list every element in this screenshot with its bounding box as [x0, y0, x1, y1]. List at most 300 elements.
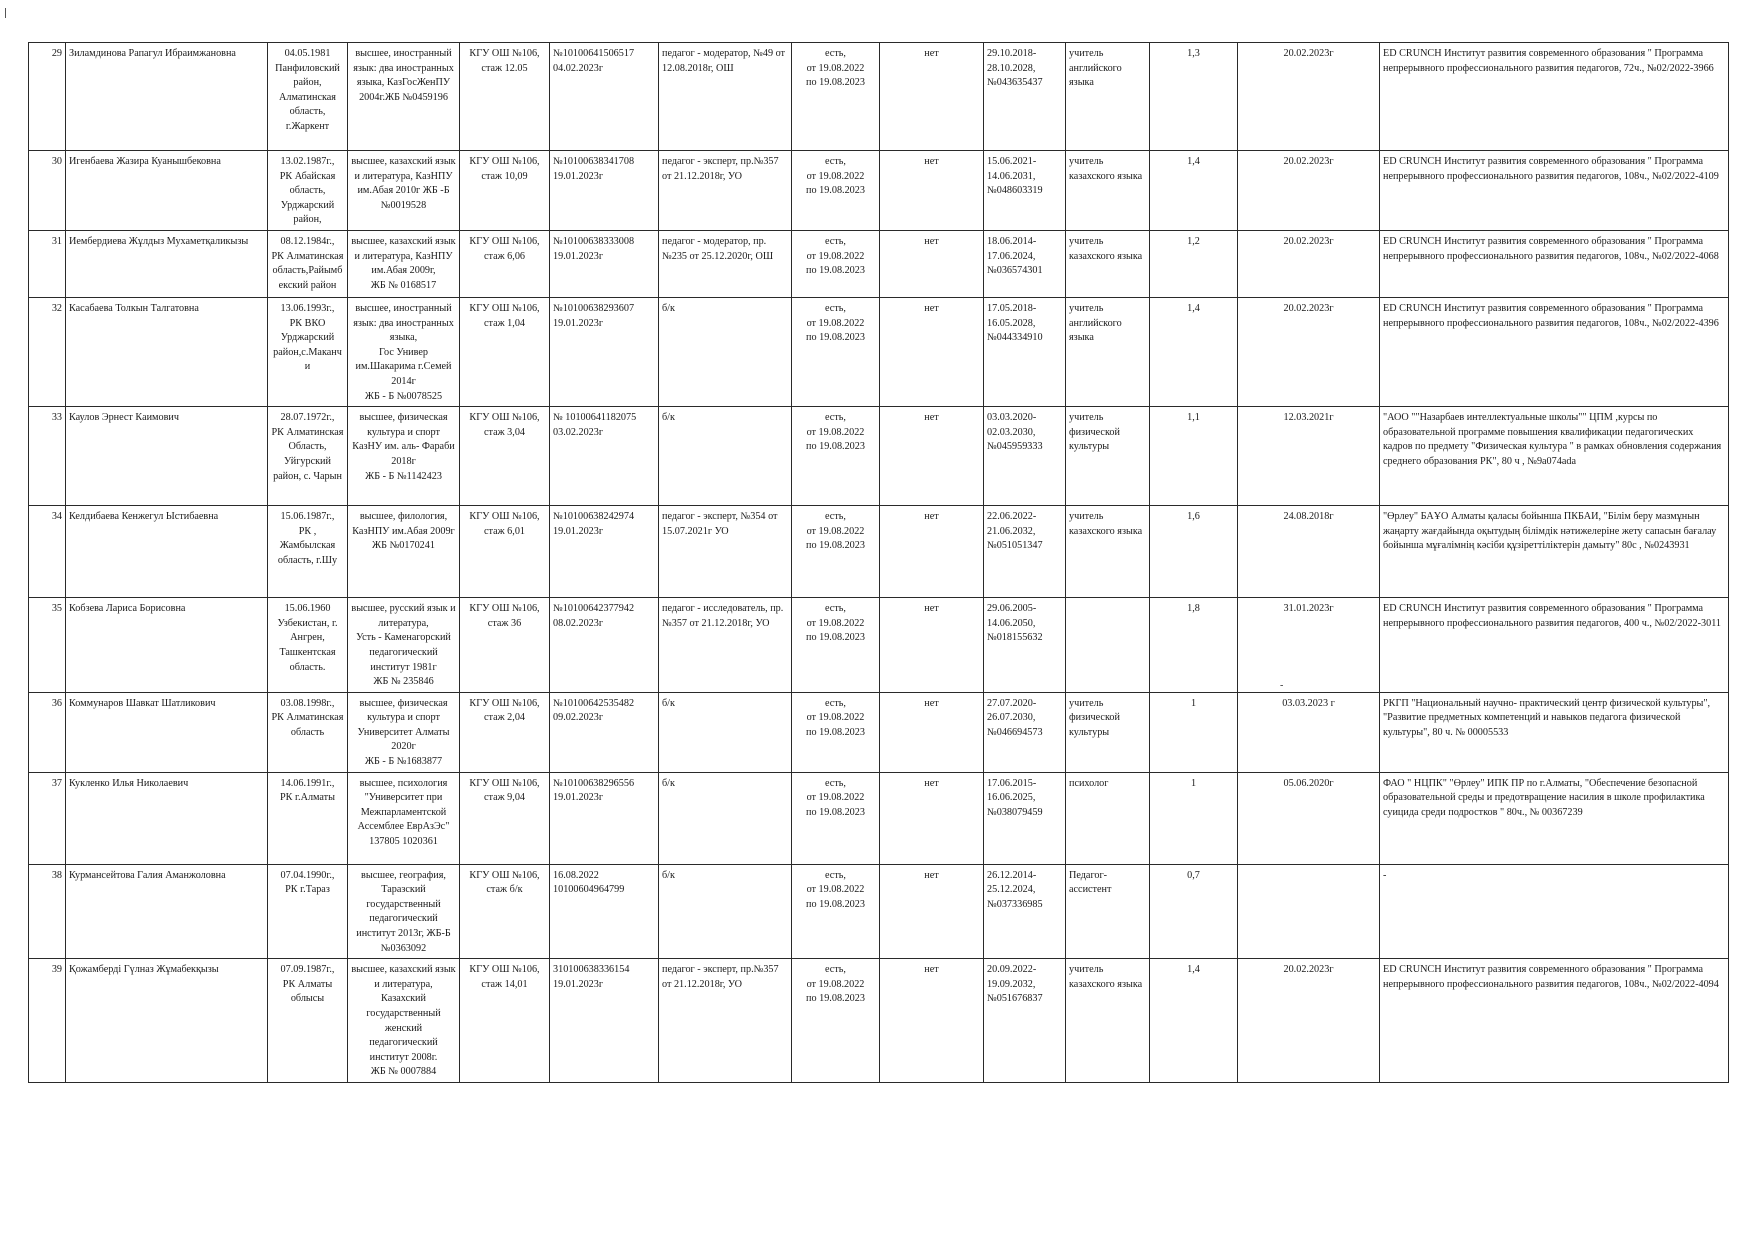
certificate-number-cell — [550, 297, 659, 406]
qualification-category-cell — [659, 43, 792, 151]
position-title-cell — [1066, 230, 1150, 297]
birth-info-cell — [268, 407, 348, 506]
certificate-number-cell — [550, 230, 659, 297]
attestation-period: 27.07.2020-26.07.2030, №046694573 — [987, 697, 1043, 738]
workload-rate-cell — [1150, 959, 1238, 1083]
secondary-flag: нет — [924, 302, 939, 314]
certificate-number: 16.08.2022 10100604964799 — [553, 869, 625, 896]
birth-info-cell — [268, 598, 348, 693]
education-info-cell — [348, 151, 460, 231]
secondary-flag-cell — [880, 151, 984, 231]
employee-name: Келдибаева Кенжегул Ыстибаевна — [69, 511, 219, 523]
workload-rate-cell — [1150, 692, 1238, 772]
organization-experience: КГУ ОШ №106, стаж 9,04 — [469, 777, 540, 804]
education-info-cell — [348, 230, 460, 297]
birth-info-cell — [268, 772, 348, 864]
attestation-period-cell — [984, 297, 1066, 406]
attestation-period-cell — [984, 151, 1066, 231]
prior-period: есть, от 19.08.2022 по 19.08.2023 — [806, 511, 865, 552]
position-title-cell — [1066, 959, 1150, 1083]
birth-info: 13.06.1993г., РК ВКО Урджарский район,с.Маканчи — [273, 302, 342, 373]
position-title: учитель казахского языка — [1069, 156, 1143, 182]
attestation-period: 20.09.2022-19.09.2032, №051676837 — [987, 964, 1043, 1005]
secondary-flag: нет — [924, 48, 939, 59]
position-dash-mark: - — [1280, 680, 1284, 691]
birth-info-cell — [268, 864, 348, 959]
attestation-period-cell — [984, 230, 1066, 297]
course-date-cell — [1238, 772, 1380, 864]
course-description: РКГП "Национальный научно- практический центр физической культуры", "Развитие предметных компетенций и навыков педагога физической культуры", 80 ч. № 00005533 — [1383, 697, 1711, 738]
organization-experience: КГУ ОШ №106, стаж 1,04 — [469, 302, 540, 329]
organization-experience-cell — [460, 598, 550, 693]
education-info: высшее, филология, КазНПУ им.Абая 2009г ЖБ №0170241 — [352, 511, 455, 552]
attestation-period-cell — [984, 692, 1066, 772]
workload-rate: 1,2 — [1187, 235, 1200, 247]
position-title: учитель казахского языка — [1069, 235, 1143, 262]
row-number: 37 — [51, 777, 62, 789]
course-date: 24.08.2018г — [1283, 511, 1334, 523]
secondary-flag: нет — [924, 964, 939, 976]
staff-table — [28, 42, 1729, 1083]
birth-info: 15.06.1987г., РК , Жамбылская область, г.Шу — [277, 511, 338, 566]
attestation-period: 18.06.2014-17.06.2024, №036574301 — [987, 235, 1043, 277]
course-date: 31.01.2023г — [1283, 603, 1334, 615]
course-date-cell — [1238, 230, 1380, 297]
education-info: высшее, русский язык и литература, Усть - Каменагорский педагогический институт 1981г ЖБ № 235846 — [351, 603, 456, 688]
workload-rate: 1 — [1190, 777, 1197, 789]
education-info: высшее, физическая культура и спорт Университет Алматы 2020г ЖБ - Б №1683877 — [357, 697, 450, 768]
course-description: "АОО ""Назарбаев интеллектуальные школы"" ЦПМ ,курсы по образовательной программе повышения квалификации педагогических кадров по предмету "Физическая культура " в рамках обновления содержания среднего образования РК", 80 ч , №9а074ada — [1383, 412, 1722, 467]
staff-table-sheet — [28, 42, 1728, 1083]
position-title-cell — [1066, 297, 1150, 406]
employee-name-cell — [66, 407, 268, 506]
workload-rate-cell — [1150, 772, 1238, 864]
employee-name-cell — [66, 598, 268, 693]
certificate-number: № 10100641182075 03.02.2023г — [553, 412, 637, 438]
education-info-cell — [348, 959, 460, 1083]
workload-rate-cell — [1150, 230, 1238, 297]
secondary-flag: нет — [924, 777, 939, 789]
certificate-number-cell — [550, 151, 659, 231]
prior-period: есть, от 19.08.2022 по 19.08.2023 — [806, 603, 865, 644]
attestation-period: 17.06.2015-16.06.2025, №038079459 — [987, 777, 1043, 818]
education-info-cell — [348, 297, 460, 406]
birth-info: 13.02.1987г., РК Абайская область, Урджарский район, — [279, 156, 336, 226]
prior-period-cell — [792, 297, 880, 406]
course-description: ED CRUNCH Институт развития современного образования " Программа непрерывного профессионального развития педагогов, 108ч., №02/2022-4396 — [1383, 302, 1719, 329]
workload-rate: 1,4 — [1187, 156, 1200, 167]
row-number-cell — [29, 151, 66, 231]
row-number: 30 — [51, 156, 62, 167]
employee-name: Коммунаров Шавкат Шатликович — [69, 697, 216, 709]
organization-experience-cell — [460, 692, 550, 772]
qualification-category: педагог - модератор, пр. №235 от 25.12.2020г, ОШ — [662, 235, 774, 262]
organization-experience-cell — [460, 506, 550, 598]
employee-name-cell — [66, 864, 268, 959]
row-number: 32 — [51, 302, 62, 314]
qualification-category: б/к — [662, 869, 675, 881]
row-number-cell — [29, 407, 66, 506]
position-title-cell — [1066, 692, 1150, 772]
qualification-category: педагог - эксперт, №354 от 15.07.2021г УО — [662, 511, 778, 537]
prior-period: есть, от 19.08.2022 по 19.08.2023 — [806, 697, 865, 738]
table-row — [29, 692, 1729, 772]
organization-experience: КГУ ОШ №106, стаж 14,01 — [469, 964, 540, 990]
secondary-flag-cell — [880, 959, 984, 1083]
qualification-category: б/к — [662, 777, 675, 789]
qualification-category-cell — [659, 692, 792, 772]
workload-rate: 1,1 — [1187, 412, 1200, 424]
education-info-cell — [348, 772, 460, 864]
workload-rate: 1,4 — [1187, 964, 1200, 976]
prior-period: есть, от 19.08.2022 по 19.08.2023 — [806, 156, 865, 197]
birth-info-cell — [268, 959, 348, 1083]
position-title: Педагог-ассистент — [1069, 869, 1112, 896]
table-row — [29, 506, 1729, 598]
workload-rate-cell — [1150, 864, 1238, 959]
course-date-cell — [1238, 407, 1380, 506]
position-title: учитель физической культуры — [1069, 697, 1120, 738]
certificate-number: №10100641506517 04.02.2023г — [553, 48, 635, 74]
qualification-category: б/к — [662, 412, 675, 424]
course-description-cell — [1380, 151, 1729, 231]
course-date-cell — [1238, 692, 1380, 772]
employee-name: Зиламдинова Рапагул Ибраимжановна — [69, 48, 236, 59]
birth-info: 07.04.1990г., РК г.Тараз — [280, 869, 335, 896]
qualification-category-cell — [659, 506, 792, 598]
certificate-number-cell — [550, 959, 659, 1083]
prior-period-cell — [792, 864, 880, 959]
certificate-number-cell — [550, 598, 659, 693]
position-title: учитель казахского языка — [1069, 511, 1143, 537]
education-info: высшее, иностранный язык: два иностранных языка, КазГосЖенПУ 2004г.ЖБ №0459196 — [353, 48, 454, 103]
course-description-cell — [1380, 407, 1729, 506]
education-info: высшее, казахский язык и литература, КазНПУ им.Абая 2009г, ЖБ № 0168517 — [351, 235, 456, 291]
position-title: учитель английского языка — [1069, 48, 1122, 89]
certificate-number-cell — [550, 692, 659, 772]
row-number-cell — [29, 230, 66, 297]
row-number-cell — [29, 864, 66, 959]
secondary-flag-cell — [880, 407, 984, 506]
row-number-cell — [29, 506, 66, 598]
course-description: ED CRUNCH Институт развития современного образования " Программа непрерывного профессионального развития педагогов, 108ч., №02/2022-4109 — [1383, 156, 1719, 182]
education-info-cell — [348, 864, 460, 959]
course-description: ED CRUNCH Институт развития современного образования " Программа непрерывного профессионального развития педагогов, 108ч., №02/2022-4094 — [1383, 964, 1719, 990]
position-title-cell — [1066, 506, 1150, 598]
workload-rate: 1,8 — [1187, 603, 1200, 615]
certificate-number: №10100638341708 19.01.2023г — [553, 156, 635, 182]
certificate-number-cell — [550, 864, 659, 959]
employee-name: Каулов Эрнест Каимович — [69, 412, 179, 424]
attestation-period: 22.06.2022-21.06.2032, №051051347 — [987, 511, 1043, 552]
education-info-cell — [348, 598, 460, 693]
employee-name: Кукленко Илья Николаевич — [69, 777, 189, 789]
row-number-cell — [29, 598, 66, 693]
education-info-cell — [348, 407, 460, 506]
qualification-category: педагог - эксперт, пр.№357 от 21.12.2018г, УО — [662, 964, 779, 990]
course-date-cell — [1238, 598, 1380, 693]
row-number: 33 — [51, 412, 62, 424]
workload-rate-cell — [1150, 506, 1238, 598]
row-number: 34 — [51, 511, 62, 523]
prior-period-cell — [792, 407, 880, 506]
education-info: высшее, психология "Университет при Межпарламентской Ассемблее ЕврАзЭс" 137805 1020361 — [357, 777, 450, 848]
table-row — [29, 297, 1729, 406]
position-title: учитель казахского языка — [1069, 964, 1143, 990]
row-number-cell — [29, 959, 66, 1083]
prior-period-cell — [792, 43, 880, 151]
organization-experience: КГУ ОШ №106, стаж 12.05 — [469, 48, 540, 74]
secondary-flag: нет — [924, 156, 939, 167]
organization-experience: КГУ ОШ №106, стаж 10,09 — [469, 156, 540, 182]
row-number-cell — [29, 772, 66, 864]
attestation-period-cell — [984, 43, 1066, 151]
course-description-cell — [1380, 598, 1729, 693]
birth-info: 28.07.1972г., РК Алматинская Область, Уйгурский район, с. Чарын — [271, 412, 344, 482]
organization-experience: КГУ ОШ №106, стаж 36 — [469, 603, 540, 629]
certificate-number: №10100638296556 19.01.2023г — [553, 777, 635, 804]
certificate-number: 310100638336154 19.01.2023г — [553, 964, 630, 990]
scan-edge-mark — [5, 8, 6, 18]
birth-info-cell — [268, 297, 348, 406]
workload-rate: 1,4 — [1187, 302, 1200, 314]
prior-period-cell — [792, 772, 880, 864]
position-title-cell — [1066, 772, 1150, 864]
organization-experience-cell — [460, 864, 550, 959]
course-description: ED CRUNCH Институт развития современного образования " Программа непрерывного профессионального развития педагогов, 400 ч., №02/2022-3011 — [1383, 603, 1722, 629]
course-date: 20.02.2023г — [1283, 235, 1334, 247]
course-description-cell — [1380, 230, 1729, 297]
prior-period: есть, от 19.08.2022 по 19.08.2023 — [806, 777, 865, 818]
table-row — [29, 598, 1729, 693]
attestation-period: 29.10.2018-28.10.2028, №043635437 — [987, 48, 1043, 89]
workload-rate-cell — [1150, 43, 1238, 151]
birth-info-cell — [268, 230, 348, 297]
course-date: 20.02.2023г — [1283, 302, 1334, 314]
certificate-number-cell — [550, 407, 659, 506]
education-info: высшее, казахский язык и литература, КазНПУ им.Абая 2010г ЖБ -Б №0019528 — [351, 156, 456, 211]
organization-experience-cell — [460, 297, 550, 406]
prior-period-cell — [792, 230, 880, 297]
course-description-cell — [1380, 297, 1729, 406]
position-title: учитель английского языка — [1069, 302, 1122, 344]
secondary-flag-cell — [880, 297, 984, 406]
secondary-flag-cell — [880, 772, 984, 864]
qualification-category: педагог - модератор, №49 от 12.08.2018г, ОШ — [662, 48, 785, 74]
prior-period: есть, от 19.08.2022 по 19.08.2023 — [806, 412, 865, 453]
course-date: 12.03.2021г — [1283, 412, 1334, 424]
birth-info: 15.06.1960 Узбекистан, г. Ангрен, Ташкентская область. — [277, 603, 338, 673]
row-number-cell — [29, 43, 66, 151]
course-description-cell — [1380, 772, 1729, 864]
course-description-cell — [1380, 692, 1729, 772]
workload-rate: 0,7 — [1187, 869, 1200, 881]
secondary-flag: нет — [924, 235, 939, 247]
qualification-category-cell — [659, 297, 792, 406]
organization-experience: КГУ ОШ №106, стаж б/к — [469, 869, 540, 896]
employee-name: Курмансейтова Галия Аманжоловна — [69, 869, 226, 881]
organization-experience: КГУ ОШ №106, стаж 3,04 — [469, 412, 540, 438]
row-number: 36 — [51, 697, 62, 709]
organization-experience-cell — [460, 230, 550, 297]
secondary-flag: нет — [924, 603, 939, 615]
table-row — [29, 407, 1729, 506]
attestation-period-cell — [984, 772, 1066, 864]
course-description: ED CRUNCH Институт развития современного образования " Программа непрерывного профессионального развития педагогов, 72ч., №02/2022-3966 — [1383, 48, 1714, 74]
employee-name: Қожамберді Гүлназ Жұмабекқызы — [69, 964, 219, 976]
workload-rate-cell — [1150, 297, 1238, 406]
course-description-cell — [1380, 506, 1729, 598]
position-title-cell — [1066, 407, 1150, 506]
course-description-cell — [1380, 43, 1729, 151]
attestation-period: 17.05.2018-16.05.2028, №044334910 — [987, 302, 1043, 344]
prior-period: есть, от 19.08.2022 по 19.08.2023 — [806, 302, 865, 344]
table-row — [29, 772, 1729, 864]
qualification-category-cell — [659, 230, 792, 297]
birth-info: 03.08.1998г., РК Алматинская область — [271, 697, 344, 738]
row-number: 29 — [51, 48, 62, 59]
birth-info-cell — [268, 506, 348, 598]
prior-period-cell — [792, 598, 880, 693]
workload-rate: 1,3 — [1187, 48, 1200, 59]
birth-info: 14.06.1991г., РК г.Алматы — [280, 777, 335, 804]
attestation-period-cell — [984, 864, 1066, 959]
table-row — [29, 151, 1729, 231]
workload-rate: 1,6 — [1187, 511, 1200, 523]
prior-period: есть, от 19.08.2022 по 19.08.2023 — [806, 48, 865, 89]
prior-period: есть, от 19.08.2022 по 19.08.2023 — [806, 235, 865, 277]
certificate-number: №10100638242974 19.01.2023г — [553, 511, 635, 537]
table-row — [29, 43, 1729, 151]
certificate-number: №10100642377942 08.02.2023г — [553, 603, 635, 629]
organization-experience-cell — [460, 151, 550, 231]
birth-info-cell — [268, 692, 348, 772]
organization-experience-cell — [460, 43, 550, 151]
prior-period-cell — [792, 151, 880, 231]
position-title: психолог — [1069, 777, 1109, 789]
attestation-period-cell — [984, 598, 1066, 693]
qualification-category-cell — [659, 864, 792, 959]
course-date-cell — [1238, 43, 1380, 151]
prior-period: есть, от 19.08.2022 по 19.08.2023 — [806, 869, 865, 910]
workload-rate: 1 — [1190, 697, 1197, 709]
organization-experience: КГУ ОШ №106, стаж 6,06 — [469, 235, 540, 262]
position-title-cell — [1066, 864, 1150, 959]
position-title-cell — [1066, 43, 1150, 151]
prior-period-cell — [792, 692, 880, 772]
attestation-period: 03.03.2020-02.03.2030, №045959333 — [987, 412, 1043, 453]
attestation-period-cell — [984, 959, 1066, 1083]
qualification-category: педагог - эксперт, пр.№357 от 21.12.2018г, УО — [662, 156, 779, 182]
qualification-category-cell — [659, 598, 792, 693]
course-description-cell — [1380, 959, 1729, 1083]
education-info: высшее, казахский язык и литература, Казахский государственный женский педагогический институт 2008г. ЖБ № 0007884 — [351, 964, 456, 1078]
employee-name: Иембердиева Жұлдыз Мухаметқаликызы — [69, 235, 249, 247]
qualification-category-cell — [659, 959, 792, 1083]
course-date: 20.02.2023г — [1283, 964, 1334, 976]
certificate-number-cell — [550, 506, 659, 598]
row-number-cell — [29, 297, 66, 406]
certificate-number-cell — [550, 43, 659, 151]
attestation-period: 26.12.2014-25.12.2024, №037336985 — [987, 869, 1043, 910]
education-info: высшее, иностранный язык: два иностранных языка, Гос Универ им.Шакарима г.Семей 2014г ЖБ - Б №0078525 — [353, 302, 454, 402]
employee-name-cell — [66, 692, 268, 772]
secondary-flag-cell — [880, 506, 984, 598]
secondary-flag-cell — [880, 43, 984, 151]
position-title: учитель физической культуры — [1069, 412, 1120, 453]
employee-name-cell — [66, 230, 268, 297]
qualification-category: педагог - исследователь, пр.№357 от 21.12.2018г, УО — [662, 603, 784, 629]
secondary-flag: нет — [924, 511, 939, 523]
course-date-cell — [1238, 864, 1380, 959]
birth-info-cell — [268, 151, 348, 231]
position-title-cell — [1066, 151, 1150, 231]
organization-experience-cell — [460, 407, 550, 506]
course-date: 20.02.2023г — [1283, 48, 1334, 59]
attestation-period-cell — [984, 506, 1066, 598]
birth-info: 08.12.1984г., РК Алматинская область,Райымбекский район — [271, 235, 344, 291]
qualification-category-cell — [659, 407, 792, 506]
attestation-period: 29.06.2005-14.06.2050, №018155632 — [987, 603, 1043, 644]
course-date: 03.03.2023 г — [1282, 697, 1335, 709]
row-number: 35 — [51, 603, 62, 615]
education-info: высшее, физическая культура и спорт КазНУ им. аль- Фараби 2018г ЖБ - Б №1142423 — [352, 412, 455, 482]
table-row — [29, 959, 1729, 1083]
organization-experience: КГУ ОШ №106, стаж 6,01 — [469, 511, 540, 537]
row-number: 39 — [51, 964, 62, 976]
certificate-number: №10100638293607 19.01.2023г — [553, 302, 635, 329]
education-info-cell — [348, 506, 460, 598]
row-number: 31 — [51, 235, 62, 247]
workload-rate-cell — [1150, 151, 1238, 231]
secondary-flag-cell — [880, 692, 984, 772]
course-date-cell — [1238, 959, 1380, 1083]
prior-period-cell — [792, 506, 880, 598]
course-date: 05.06.2020г — [1283, 777, 1334, 789]
qualification-category: б/к — [662, 302, 675, 314]
employee-name: Кобзева Лариса Борисовна — [69, 603, 186, 615]
organization-experience: КГУ ОШ №106, стаж 2,04 — [469, 697, 540, 724]
course-description: "Өрлеу" БАҰО Алматы қаласы бойынша ПКБАИ, "Білім беру мазмұнын жаңарту жағдайында оқытудың білімдік нәтижелеріне жету сапасын бағалау бойынша мұғалімнің кәсіби құзіреттіліктерін дамыту" 80с , №0243931 — [1383, 511, 1717, 552]
course-date-cell — [1238, 151, 1380, 231]
secondary-flag-cell — [880, 864, 984, 959]
qualification-category: б/к — [662, 697, 675, 709]
education-info-cell — [348, 43, 460, 151]
course-description: - — [1383, 869, 1387, 881]
organization-experience-cell — [460, 959, 550, 1083]
certificate-number-cell — [550, 772, 659, 864]
education-info: высшее, география, Таразский государственный педагогический институт 2013г, ЖБ-Б №0363092 — [356, 869, 451, 954]
table-row — [29, 864, 1729, 959]
organization-experience-cell — [460, 772, 550, 864]
birth-info: 04.05.1981 Панфиловский район, Алматинская область, г.Жаркент — [275, 48, 340, 132]
staff-table-body — [29, 43, 1729, 1083]
employee-name: Касабаева Толкын Талгатовна — [69, 302, 199, 314]
employee-name-cell — [66, 297, 268, 406]
course-description-cell — [1380, 864, 1729, 959]
employee-name-cell — [66, 772, 268, 864]
employee-name-cell — [66, 43, 268, 151]
qualification-category-cell — [659, 772, 792, 864]
certificate-number: №10100638333008 19.01.2023г — [553, 235, 635, 262]
birth-info-cell — [268, 43, 348, 151]
employee-name-cell — [66, 959, 268, 1083]
prior-period: есть, от 19.08.2022 по 19.08.2023 — [806, 964, 865, 1005]
secondary-flag-cell — [880, 598, 984, 693]
attestation-period-cell — [984, 407, 1066, 506]
prior-period-cell — [792, 959, 880, 1083]
position-title-cell — [1066, 598, 1150, 693]
